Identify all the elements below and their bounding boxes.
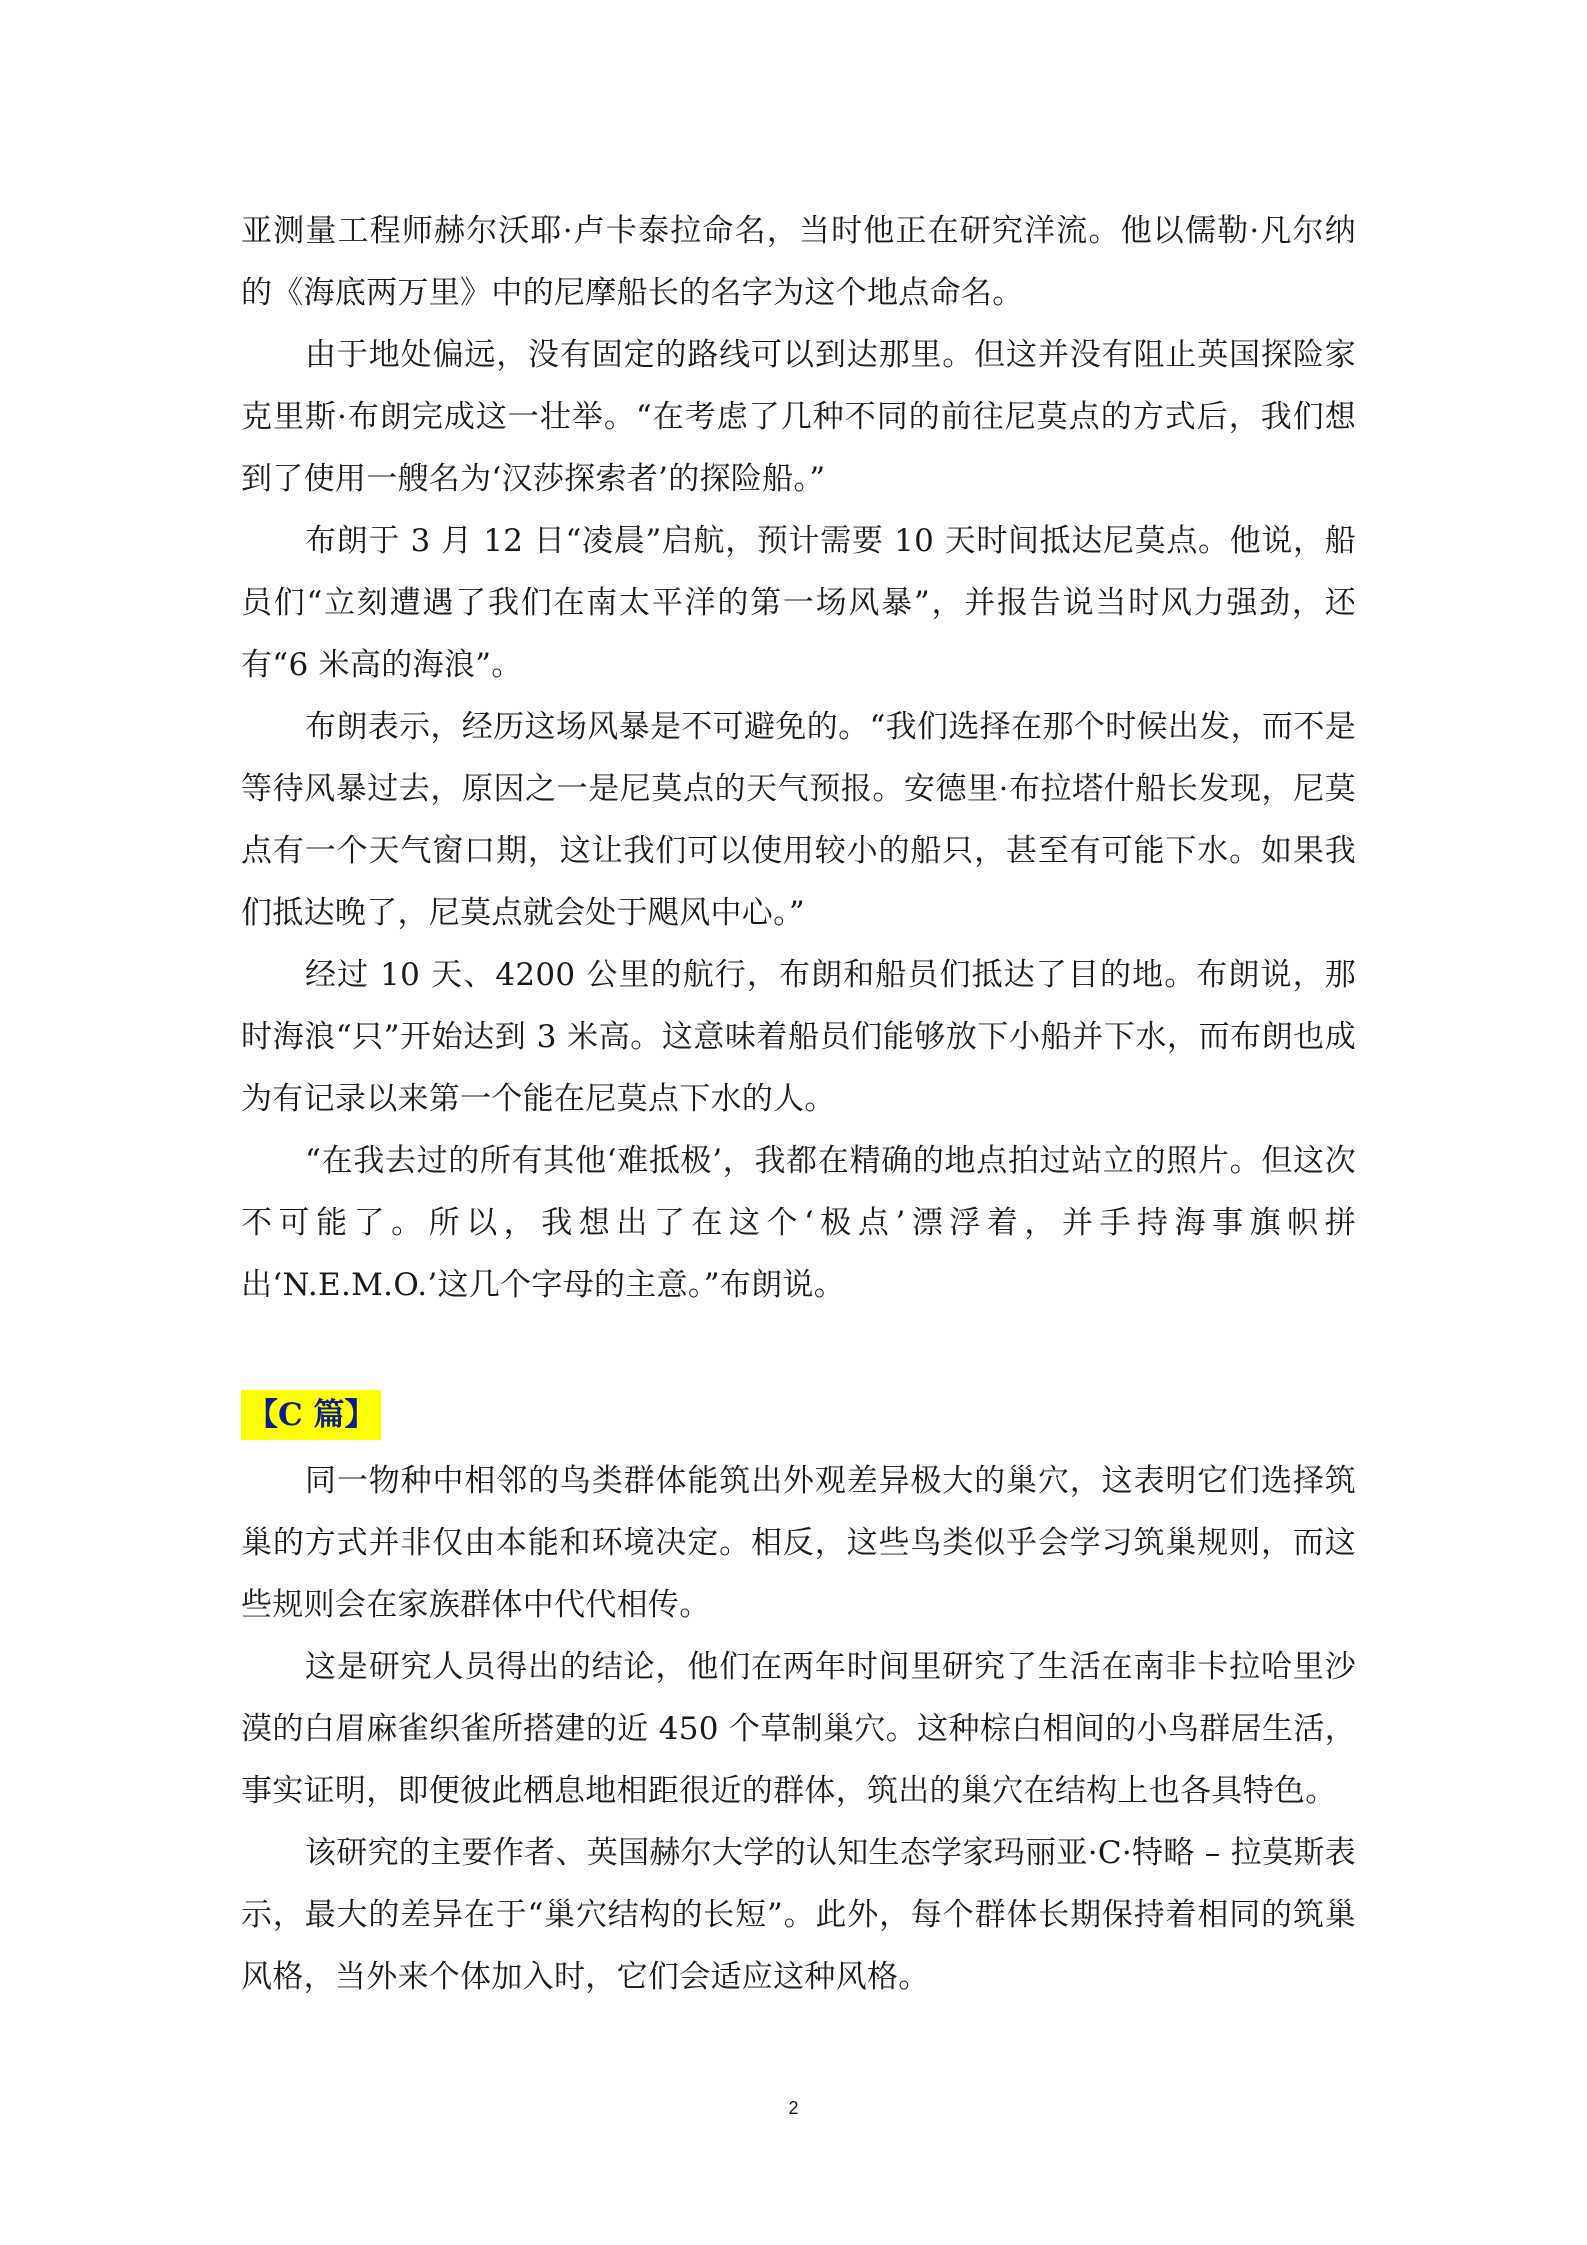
paragraph-b-4: 布朗表示，经历这场风暴是不可避免的。“我们选择在那个时候出发，而不是等待风暴过去，原因之一是尼莫点的天气预报。安德里·布拉塔什船长发现，尼莫点有一个天气窗口期，这让我们可以使用较小的船只，甚至有可能下水。如果我们抵达晚了，尼莫点就会处于飓风中心。” — [241, 709, 1356, 931]
paragraph-b-3: 布朗于 3 月 12 日“凌晨”启航，预计需要 10 天时间抵达尼莫点。他说，船员们“立刻遭遇了我们在南太平洋的第一场风暴”，并报告说当时风力强劲，还有“6 米高的海浪”。 — [241, 523, 1356, 683]
page-number: 2 — [788, 2098, 799, 2118]
paragraph-b-2: 由于地处偏远，没有固定的路线可以到达那里。但这并没有阻止英国探险家克里斯·布朗完成这一壮举。“在考虑了几种不同的前往尼莫点的方式后，我们想到了使用一艘名为‘汉莎探索者’的探险船。” — [241, 337, 1356, 497]
paragraph-b-5: 经过 10 天、4200 公里的航行，布朗和船员们抵达了目的地。布朗说，那时海浪“只”开始达到 3 米高。这意味着船员们能够放下小船并下水，而布朗也成为有记录以来第一个能在尼莫点下水的人。 — [241, 957, 1356, 1117]
section-c-heading-wrap — [241, 1390, 1356, 1442]
paragraph-c-1: 同一物种中相邻的鸟类群体能筑出外观差异极大的巢穴，这表明它们选择筑巢的方式并非仅由本能和环境决定。相反，这些鸟类似乎会学习筑巢规则，而这些规则会在家族群体中代代相传。 — [241, 1463, 1356, 1623]
section-b-continued — [241, 200, 1356, 1316]
paragraph-b-1: 亚测量工程师赫尔沃耶·卢卡泰拉命名，当时他正在研究洋流。他以儒勒·凡尔纳的《海底两万里》中的尼摩船长的名字为这个地点命名。 — [241, 213, 1356, 311]
paragraph-c-2: 这是研究人员得出的结论，他们在两年时间里研究了生活在南非卡拉哈里沙漠的白眉麻雀织雀所搭建的近 450 个草制巢穴。这种棕白相间的小鸟群居生活，事实证明，即便彼此栖息地相距很近的群体，筑出的巢穴在结构上也各具特色。 — [241, 1649, 1356, 1809]
paragraph-c-3: 该研究的主要作者、英国赫尔大学的认知生态学家玛丽亚·C·特略 – 拉莫斯表示，最大的差异在于“巢穴结构的长短”。此外，每个群体长期保持着相同的筑巢风格，当外来个体加入时，它们会适应这种风格。 — [241, 1835, 1356, 1995]
paragraph-b-6: “在我去过的所有其他‘难抵极’，我都在精确的地点拍过站立的照片。但这次不可能了。所以，我想出了在这个‘极点’漂浮着，并手持海事旗帜拼出‘N.E.M.O.’这几个字母的主意。”布朗说。 — [241, 1143, 1356, 1303]
section-c — [241, 1390, 1356, 2008]
section-c-heading: 【C 篇】 — [241, 1390, 381, 1440]
